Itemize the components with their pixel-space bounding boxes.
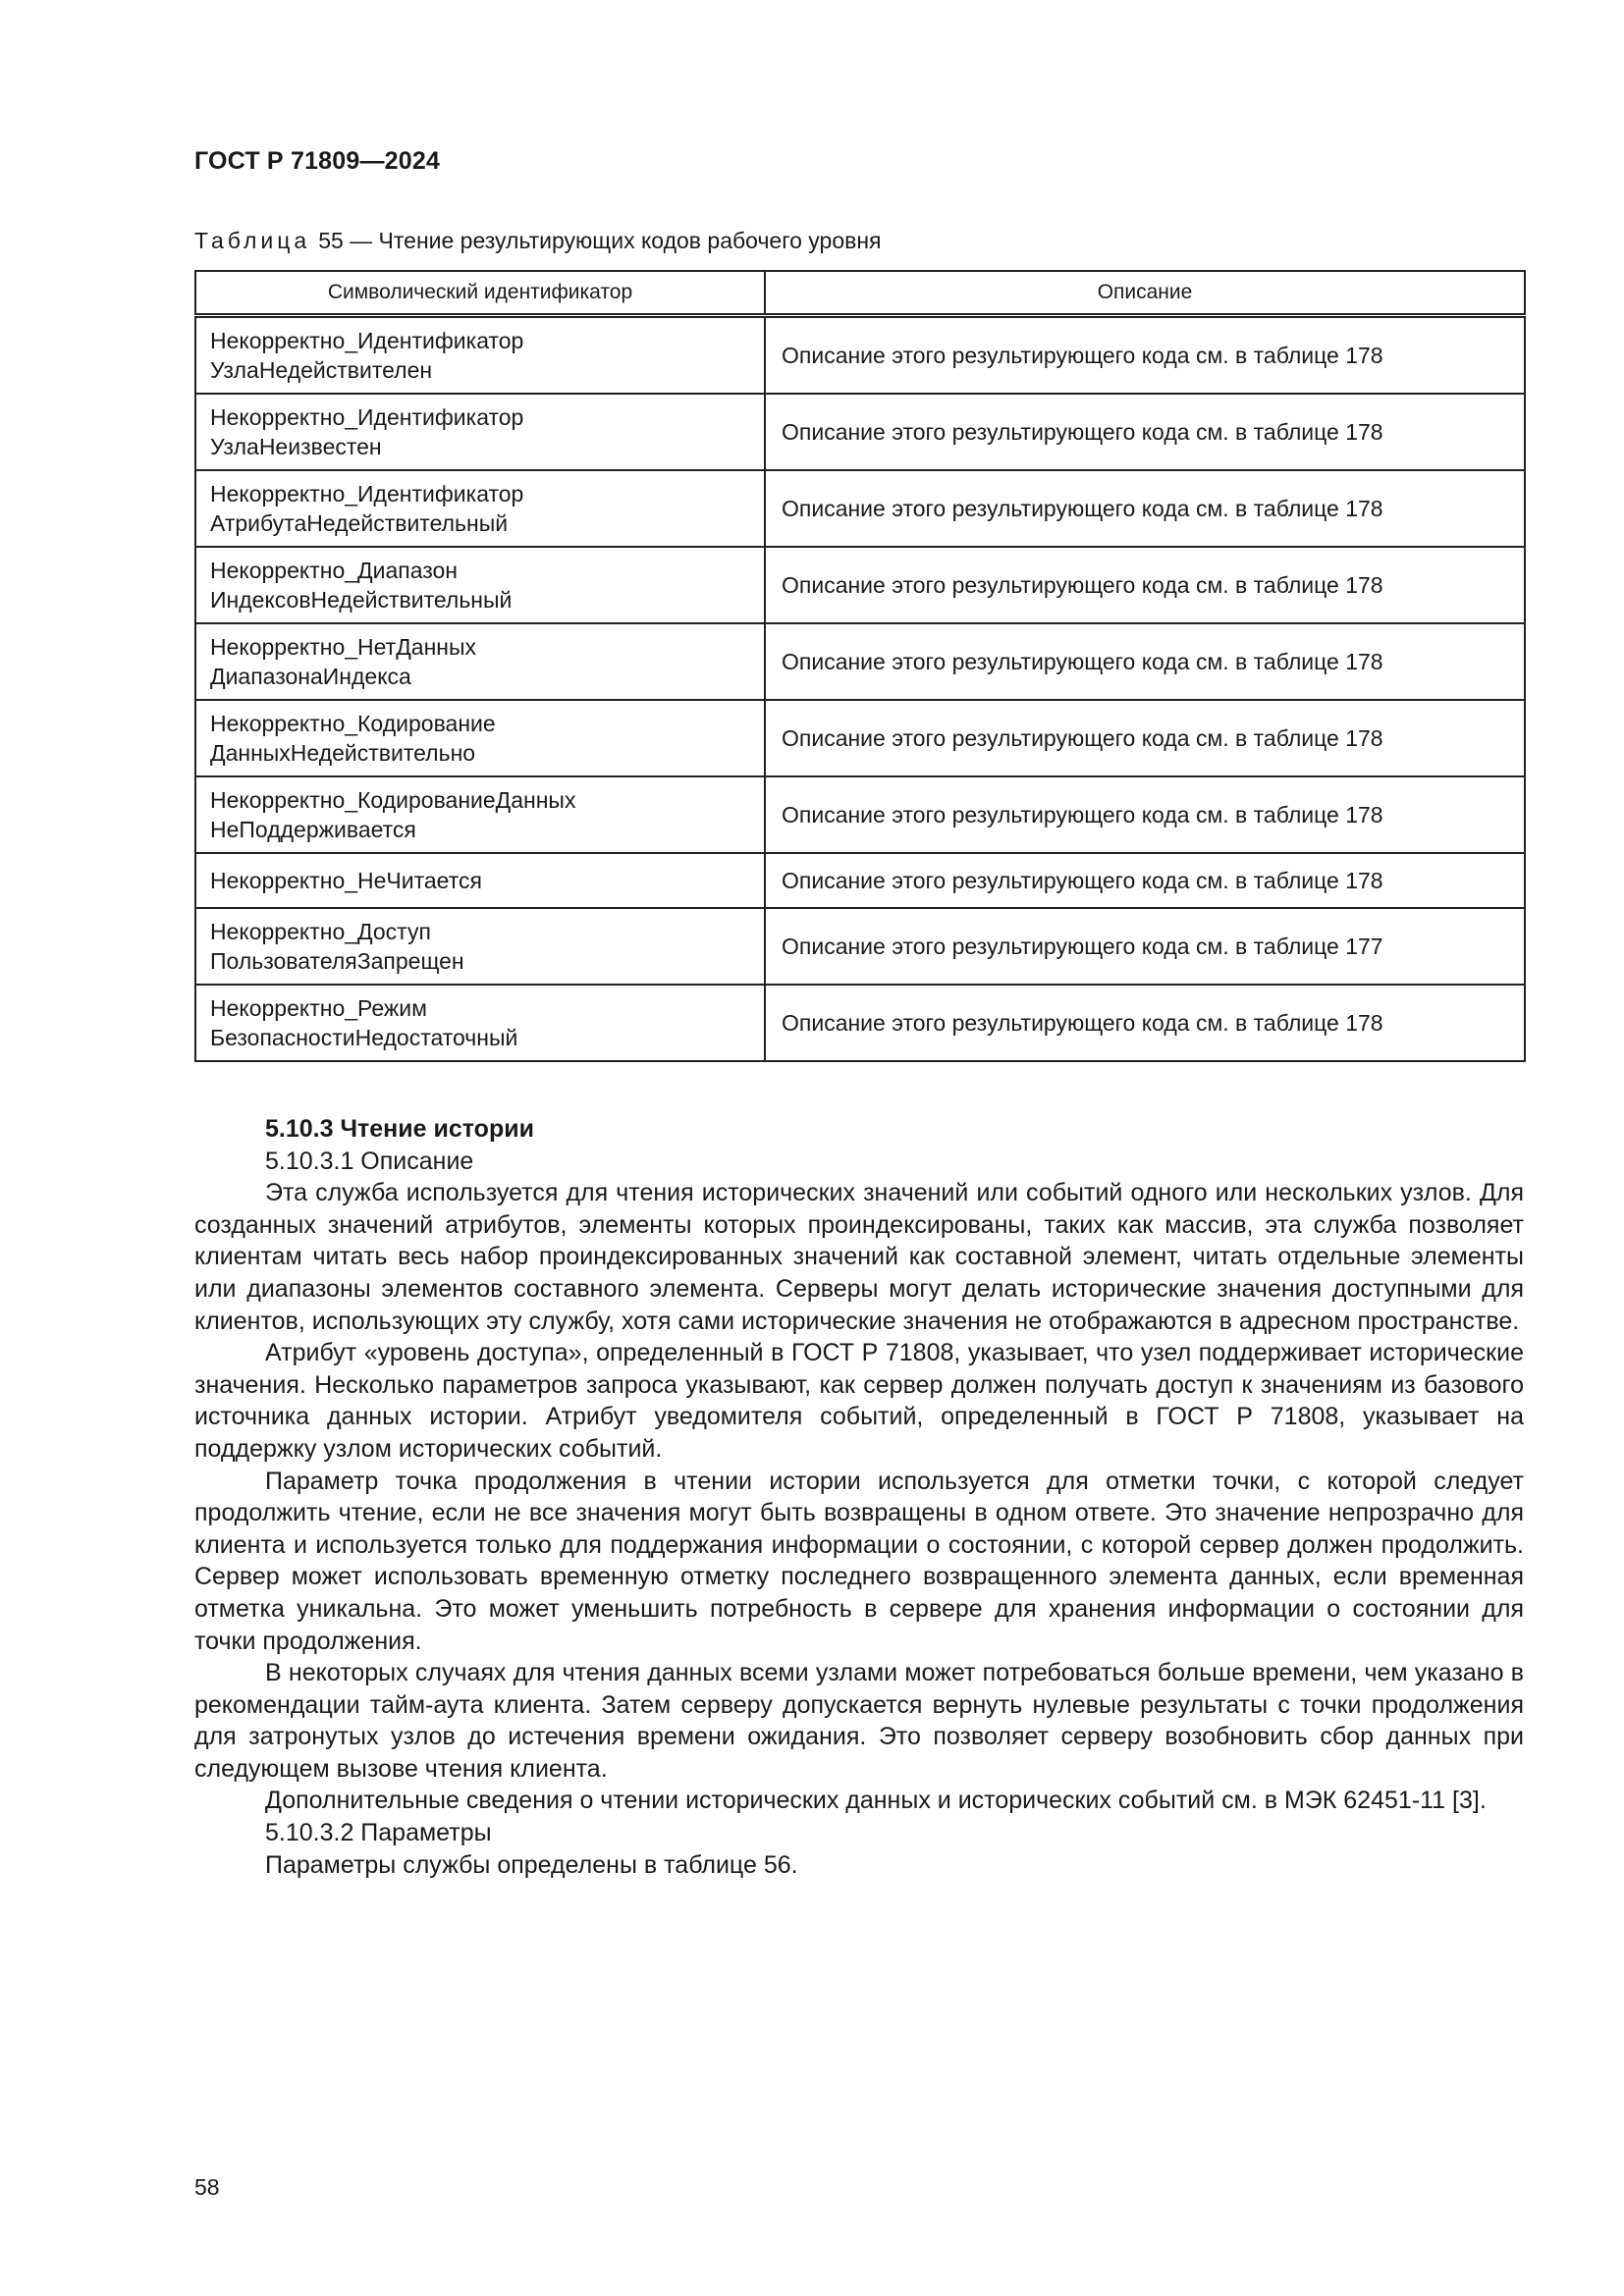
table-row	[195, 700, 1525, 776]
description-cell: Описание этого результирующего кода см. в таблице 178	[765, 985, 1525, 1061]
section-body	[194, 1113, 1524, 1881]
column-header-identifier: Символический идентификатор	[195, 271, 765, 316]
identifier-line-2: ПользователяЗапрещен	[210, 948, 464, 974]
identifier-line-1: Некорректно_Кодирование	[210, 711, 496, 736]
identifier-line-2: БезопасностиНедостаточный	[210, 1025, 518, 1050]
identifier-line-2: АтрибутаНедействительный	[210, 510, 509, 536]
table-row	[195, 470, 1525, 547]
paragraph: Дополнительные сведения о чтении исторических данных и исторических событий см. в МЭК 62451-11 [3].	[265, 1787, 1487, 1815]
identifier-cell	[195, 547, 765, 623]
identifier-line-2: УзлаНедействителен	[210, 357, 433, 383]
table-row	[195, 623, 1525, 700]
identifier-line-1: Некорректно_Идентификатор	[210, 481, 524, 507]
description-cell: Описание этого результирующего кода см. в таблице 178	[765, 776, 1525, 853]
table-caption	[194, 228, 881, 254]
subsection-heading-description: 5.10.3.1 Описание	[265, 1147, 474, 1175]
description-cell: Описание этого результирующего кода см. в таблице 178	[765, 700, 1525, 776]
paragraph-final: Параметры службы определены в таблице 56.	[265, 1850, 798, 1879]
paragraph: Атрибут «уровень доступа», определенный в ГОСТ Р 71808, указывает, что узел поддерживает исторические значения. Несколько параметров запроса указывают, как сервер должен получать доступ к значениям из базового источника данных истории. Атрибут уведомителя событий, определенный в ГОСТ Р 71808, указывает на поддержку узлом исторических событий.	[194, 1339, 1524, 1463]
description-cell: Описание этого результирующего кода см. в таблице 178	[765, 316, 1525, 395]
identifier-cell	[195, 394, 765, 470]
table-header-row	[195, 271, 1525, 316]
identifier-line-1: Некорректно_Диапазон	[210, 558, 459, 583]
paragraph: Параметр точка продолжения в чтении истории используется для отметки точки, с которой следует продолжить чтение, если не все значения могут быть возвращены в одном ответе. Это значение непрозрачно для клиента и используется только для поддержания информации о состоянии, с которой сервер должен продолжить. Сервер может использовать временную отметку последнего возвращенного элемента данных, если временная отметка уникальна. Это может уменьшить потребность в сервере для хранения информации о состоянии для точки продолжения.	[194, 1467, 1524, 1655]
identifier-cell	[195, 470, 765, 547]
paragraph: Эта служба используется для чтения исторических значений или событий одного или нескольких узлов. Для созданных значений атрибутов, элементы которых проиндексированы, таких как массив, эта служба позволяет клиентам читать весь набор проиндексированных значений как составной элемент, читать отдельные элементы или диапазоны элементов составного элемента. Серверы могут делать исторические значения доступными для клиентов, использующих эту службу, хотя сами исторические значения не отображаются в адресном пространстве.	[194, 1179, 1524, 1335]
table-row	[195, 985, 1525, 1061]
identifier-line-1: Некорректно_Идентификатор	[210, 404, 524, 430]
paragraph: В некоторых случаях для чтения данных всеми узлами может потребоваться больше времени, чем указано в рекомендации тайм-аута клиента. Затем серверу допускается вернуть нулевые результаты с точки продолжения для затронутых узлов до истечения времени ожидания. Это позволяет серверу возобновить сбор данных при следующем вызове чтения клиента.	[194, 1659, 1524, 1783]
table-caption-text: 55 — Чтение результирующих кодов рабочего уровня	[318, 228, 882, 253]
identifier-cell	[195, 776, 765, 853]
identifier-line-2: ДанныхНедействительно	[210, 740, 476, 766]
column-header-description: Описание	[765, 271, 1525, 316]
description-cell: Описание этого результирующего кода см. в таблице 178	[765, 547, 1525, 623]
identifier-line-1: Некорректно_НетДанных	[210, 634, 477, 660]
identifier-line-2: УзлаНеизвестен	[210, 434, 382, 459]
identifier-line-2: НеПоддерживается	[210, 817, 416, 842]
identifier-line-2: ДиапазонаИндекса	[210, 664, 411, 689]
description-cell: Описание этого результирующего кода см. в таблице 178	[765, 623, 1525, 700]
identifier-line-1: Некорректно_Доступ	[210, 919, 431, 944]
table-row	[195, 908, 1525, 985]
document-header: ГОСТ Р 71809—2024	[194, 147, 441, 175]
identifier-cell	[195, 985, 765, 1061]
identifier-line-1: Некорректно_Идентификатор	[210, 328, 524, 353]
identifier-line-1: Некорректно_КодированиеДанных	[210, 787, 576, 813]
table-row	[195, 853, 1525, 908]
table-caption-label: Таблица	[194, 228, 311, 253]
section-heading: 5.10.3 Чтение истории	[265, 1115, 534, 1143]
identifier-cell	[195, 700, 765, 776]
table-row	[195, 776, 1525, 853]
identifier-line-1: Некорректно_Режим	[210, 995, 427, 1021]
description-cell: Описание этого результирующего кода см. в таблице 178	[765, 853, 1525, 908]
result-codes-table	[194, 270, 1526, 1062]
table-row	[195, 316, 1525, 395]
description-cell: Описание этого результирующего кода см. в таблице 178	[765, 470, 1525, 547]
page-number: 58	[194, 2174, 220, 2200]
table-row	[195, 394, 1525, 470]
identifier-cell: Некорректно_НеЧитается	[195, 853, 765, 908]
identifier-cell	[195, 623, 765, 700]
identifier-line-2: ИндексовНедействительный	[210, 587, 513, 613]
table-row	[195, 547, 1525, 623]
identifier-cell	[195, 908, 765, 985]
identifier-cell	[195, 316, 765, 395]
description-cell: Описание этого результирующего кода см. в таблице 177	[765, 908, 1525, 985]
description-cell: Описание этого результирующего кода см. в таблице 178	[765, 394, 1525, 470]
subsection-heading-parameters: 5.10.3.2 Параметры	[265, 1819, 492, 1847]
